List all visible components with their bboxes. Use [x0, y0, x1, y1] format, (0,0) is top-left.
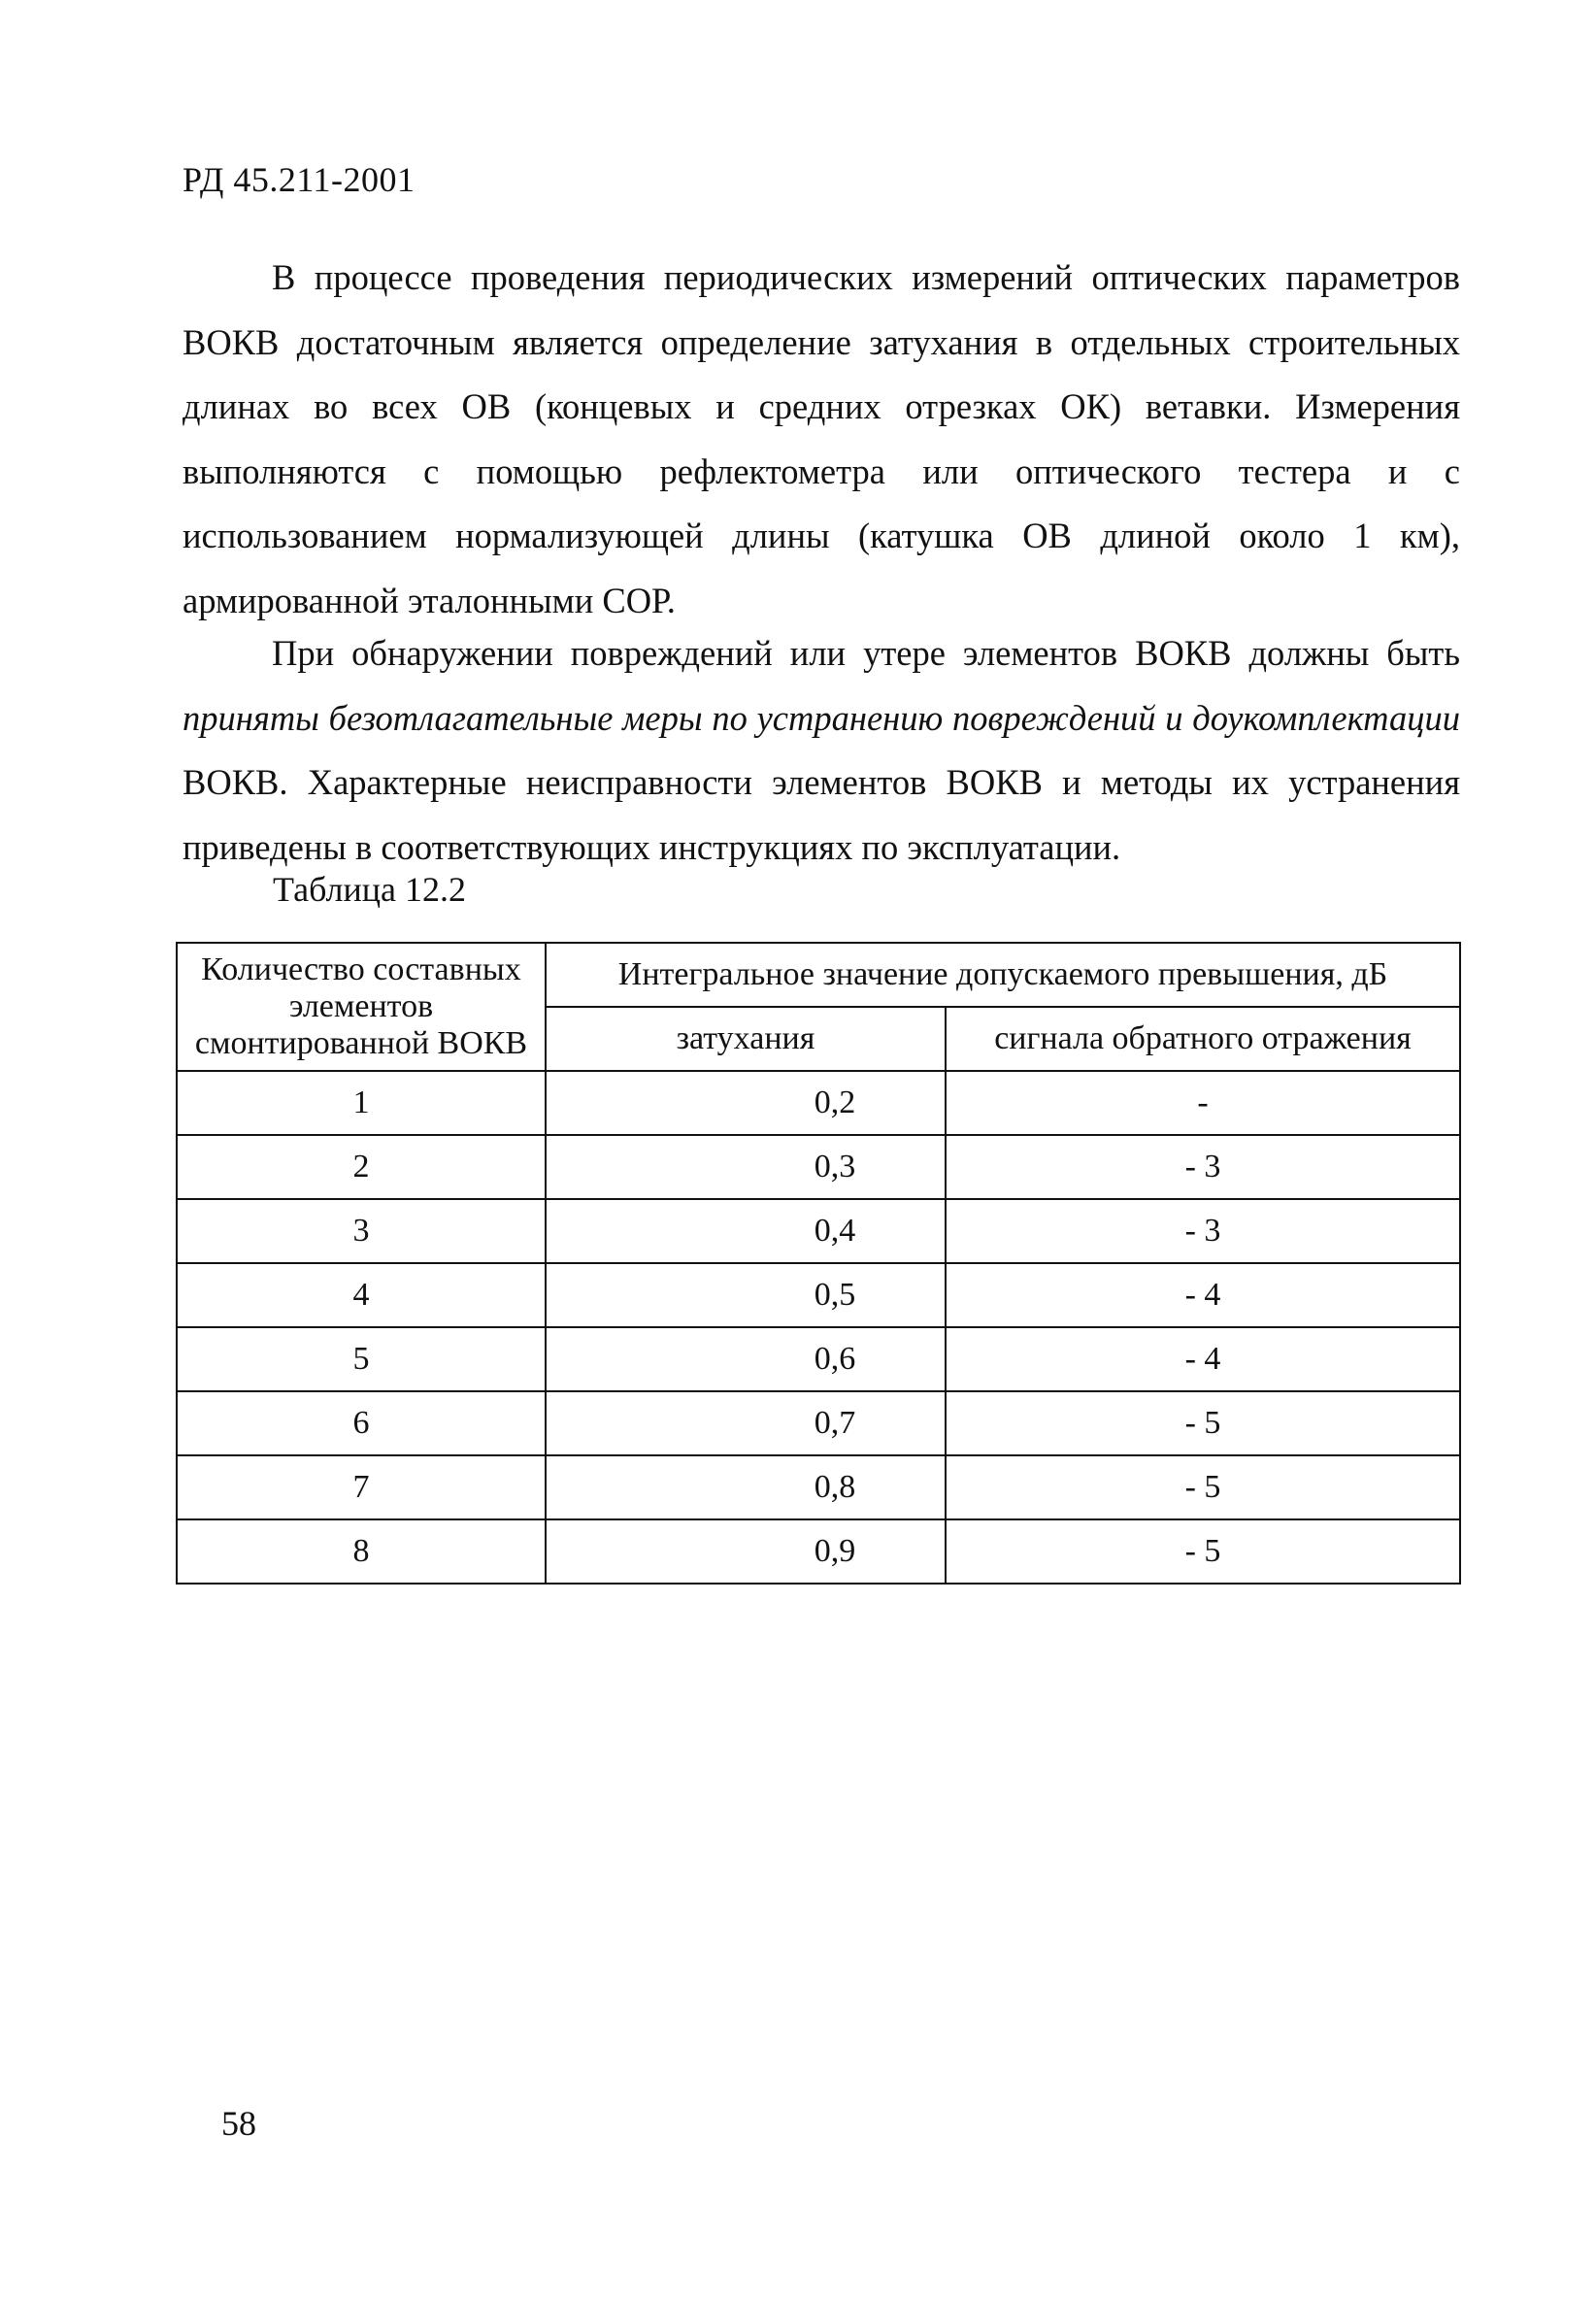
cell-reflection: - 5 [946, 1519, 1460, 1584]
paragraph-1-text: В процессе проведения периодических измерений оптических параметров ВОКВ достаточным является определение затухания в отдельных строительных длинах во всех ОВ (концевых и средних отрезках ОК) ветавки. Измерения выполняются с помощью рефлектометра или оптического тестера и с использованием нормализующей длины (катушка ОВ длиной около 1 км), армированной эталонными СОР. [183, 257, 1460, 620]
cell-count: 1 [177, 1071, 546, 1135]
table-row [177, 1391, 1460, 1455]
cell-attenuation: 0,4 [546, 1199, 946, 1263]
cell-count: 7 [177, 1455, 546, 1519]
excess-values-table [176, 942, 1461, 1585]
cell-reflection: - 4 [946, 1327, 1460, 1391]
table-row [177, 1135, 1460, 1199]
page-number: 58 [221, 2104, 256, 2143]
cell-attenuation: 0,3 [546, 1135, 946, 1199]
cell-count: 3 [177, 1199, 546, 1263]
cell-reflection: - [946, 1071, 1460, 1135]
table-caption: Таблица 12.2 [273, 870, 466, 909]
table-row [177, 1455, 1460, 1519]
table-row [177, 1199, 1460, 1263]
cell-attenuation: 0,8 [546, 1455, 946, 1519]
cell-reflection: - 5 [946, 1455, 1460, 1519]
table-row [177, 1263, 1460, 1327]
document-code-header: РД 45.211-2001 [183, 160, 416, 199]
cell-attenuation: 0,2 [546, 1071, 946, 1135]
paragraph-periodic-measurements [183, 246, 1460, 633]
table-row [177, 1327, 1460, 1391]
header-integral-value: Интегральное значение допускаемого превышения, дБ [546, 943, 1460, 1007]
cell-reflection: - 5 [946, 1391, 1460, 1455]
cell-reflection: - 4 [946, 1263, 1460, 1327]
paragraph-2-text-start: При обнаружении повреждений или утере элементов ВОКВ должны быть [272, 633, 1460, 673]
cell-attenuation: 0,6 [546, 1327, 946, 1391]
table-row [177, 1071, 1460, 1135]
header-reflection: сигнала обратного отражения [946, 1007, 1460, 1071]
cell-attenuation: 0,5 [546, 1263, 946, 1327]
paragraph-2-text-end: ВОКВ. Характерные неисправности элементов ВОКВ и методы их устранения приведены в соответствующих инструкциях по эксплуатации. [183, 762, 1460, 867]
cell-reflection: - 3 [946, 1199, 1460, 1263]
header-element-count: Количество составных элементов смонтированной ВОКВ [177, 943, 546, 1071]
cell-count: 8 [177, 1519, 546, 1584]
header-attenuation: затухания [546, 1007, 946, 1071]
paragraph-2-text-italic: приняты безотлагательные меры по устранению повреждений и доукомплектации [183, 697, 1460, 738]
table-row [177, 1519, 1460, 1584]
cell-count: 4 [177, 1263, 546, 1327]
cell-attenuation: 0,7 [546, 1391, 946, 1455]
cell-count: 6 [177, 1391, 546, 1455]
cell-count: 2 [177, 1135, 546, 1199]
cell-attenuation: 0,9 [546, 1519, 946, 1584]
cell-count: 5 [177, 1327, 546, 1391]
paragraph-damage-response [183, 621, 1460, 880]
cell-reflection: - 3 [946, 1135, 1460, 1199]
